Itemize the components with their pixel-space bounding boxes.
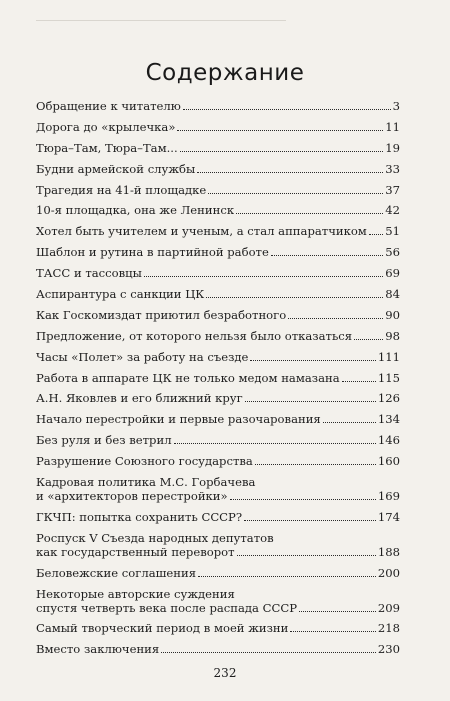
dot-leader	[354, 339, 383, 340]
toc-entry[interactable]	[36, 454, 400, 468]
toc-entry-page: 3	[392, 99, 400, 113]
toc-entry-page: 33	[385, 161, 400, 176]
toc-entry-page: 230	[377, 642, 400, 657]
dot-leader	[237, 555, 376, 556]
toc-entry-title: Самый творческий период в моей жизни	[36, 621, 289, 636]
toc-entry-title: 10-я площадка, она же Ленинск	[36, 203, 235, 218]
toc-entry-page: 98	[385, 328, 400, 343]
toc-entry[interactable]	[36, 287, 400, 301]
toc-entry-title: Шаблон и рутина в партийной работе	[36, 245, 269, 260]
toc-entry[interactable]	[36, 120, 400, 134]
toc-entry-title: Трагедия на 41-й площадке	[36, 182, 207, 197]
dot-leader	[342, 381, 376, 382]
toc-entry-page: 56	[385, 245, 400, 260]
toc-entry[interactable]	[36, 391, 400, 405]
toc-entry[interactable]	[36, 141, 400, 155]
header-rule	[36, 20, 286, 21]
toc-entry[interactable]	[36, 531, 400, 559]
toc-entry[interactable]	[36, 475, 400, 503]
dot-leader	[288, 318, 383, 319]
dot-leader	[230, 499, 376, 500]
toc-entry-title-line: Некоторые авторские суждения	[36, 586, 235, 601]
dot-leader	[198, 576, 376, 577]
toc-entry-page: 115	[377, 370, 400, 385]
toc-entry-title: Начало перестройки и первые разочарования	[36, 412, 321, 427]
toc-entry-page: 69	[385, 266, 400, 281]
toc-entry-page: 51	[385, 224, 400, 239]
toc-entry-title: Беловежские соглашения	[36, 565, 197, 580]
toc-entry-page: 11	[385, 119, 400, 134]
dot-leader	[299, 611, 376, 612]
dot-leader	[144, 276, 383, 277]
dot-leader	[236, 213, 383, 214]
dot-leader	[290, 631, 375, 632]
toc-entry[interactable]	[36, 266, 400, 280]
toc-entry-page: 200	[377, 565, 400, 580]
toc-entry-page: 218	[377, 621, 400, 636]
dot-leader	[174, 443, 376, 444]
toc-entry-title: А.Н. Яковлев и его ближний круг	[36, 391, 243, 406]
dot-leader	[180, 151, 384, 152]
toc-entry-title: Обращение к читателю	[36, 99, 181, 113]
toc-entry-title: ГКЧП: попытка сохранить СССР?	[36, 509, 243, 524]
toc-entry-title: Дорога до «крылечка»	[36, 119, 176, 134]
dot-leader	[244, 520, 376, 521]
toc-entry[interactable]	[36, 621, 400, 635]
toc-entry-title: как государственный переворот	[36, 544, 235, 559]
toc-entry-title: Как Госкомиздат приютил безработного	[36, 307, 287, 322]
toc-entry-title: ТАСС и тассовцы	[36, 266, 142, 281]
toc-entry-page: 37	[385, 182, 400, 197]
table-of-contents	[36, 99, 400, 663]
toc-entry[interactable]	[36, 371, 400, 385]
toc-entry-title: Аспирантура с санкции ЦК	[36, 287, 205, 302]
toc-entry[interactable]	[36, 350, 400, 364]
toc-entry-page: 174	[377, 509, 400, 524]
dot-leader	[197, 172, 383, 173]
toc-entry-page: 146	[377, 433, 400, 448]
toc-entry-title: Хотел быть учителем и ученым, а стал аппаратчиком	[36, 224, 367, 239]
toc-entry[interactable]	[36, 308, 400, 322]
toc-entry-page: 188	[377, 544, 400, 559]
toc-entry-title: спустя четверть века после распада СССР	[36, 600, 298, 615]
toc-entry-title: Вместо заключения	[36, 642, 160, 657]
dot-leader	[206, 297, 383, 298]
dot-leader	[250, 360, 375, 361]
dot-leader	[255, 464, 376, 465]
dot-leader	[245, 401, 376, 402]
toc-entry-page: 19	[385, 140, 400, 155]
toc-entry-title: Предложение, от которого нельзя было отказаться	[36, 328, 353, 343]
toc-entry[interactable]	[36, 433, 400, 447]
dot-leader	[177, 130, 383, 131]
toc-entry-title: Разрушение Союзного государства	[36, 454, 253, 469]
dot-leader	[323, 422, 376, 423]
toc-entry[interactable]	[36, 203, 400, 217]
toc-entry-title: Тюра–Там, Тюра–Там...	[36, 140, 178, 155]
toc-entry[interactable]	[36, 412, 400, 426]
toc-entry-title-line: Роспуск V Съезда народных депутатов	[36, 530, 274, 545]
toc-entry-page: 134	[377, 412, 400, 427]
toc-entry-page: 90	[385, 307, 400, 322]
toc-entry-title: и «архитекторов перестройки»	[36, 489, 228, 504]
toc-entry-title: Будни армейской службы	[36, 161, 196, 176]
toc-entry[interactable]	[36, 510, 400, 524]
toc-entry[interactable]	[36, 587, 400, 615]
toc-entry-page: 42	[385, 203, 400, 218]
toc-entry-title: Работа в аппарате ЦК не только медом намазана	[36, 370, 340, 385]
toc-entry[interactable]	[36, 642, 400, 656]
toc-entry-page: 126	[377, 391, 400, 406]
toc-entry[interactable]	[36, 99, 400, 113]
dot-leader	[208, 193, 383, 194]
toc-entry-page: 160	[377, 454, 400, 469]
toc-entry[interactable]	[36, 566, 400, 580]
page-title: Содержание	[145, 60, 305, 86]
toc-entry[interactable]	[36, 224, 400, 238]
toc-entry-title: Часы «Полет» за работу на съезде	[36, 349, 249, 364]
dot-leader	[161, 652, 376, 653]
dot-leader	[271, 255, 383, 256]
toc-entry[interactable]	[36, 329, 400, 343]
toc-entry[interactable]	[36, 183, 400, 197]
toc-entry[interactable]	[36, 245, 400, 259]
toc-entry-page: 111	[377, 349, 400, 364]
toc-entry-page: 84	[385, 287, 400, 302]
toc-entry-page: 209	[377, 600, 400, 615]
page-number: 232	[213, 666, 237, 680]
toc-entry-title: Без руля и без ветрил	[36, 433, 172, 448]
dot-leader	[183, 109, 391, 110]
toc-entry[interactable]	[36, 162, 400, 176]
dot-leader	[369, 234, 383, 235]
toc-entry-title-line: Кадровая политика М.С. Горбачева	[36, 475, 256, 490]
toc-entry-page: 169	[377, 489, 400, 504]
